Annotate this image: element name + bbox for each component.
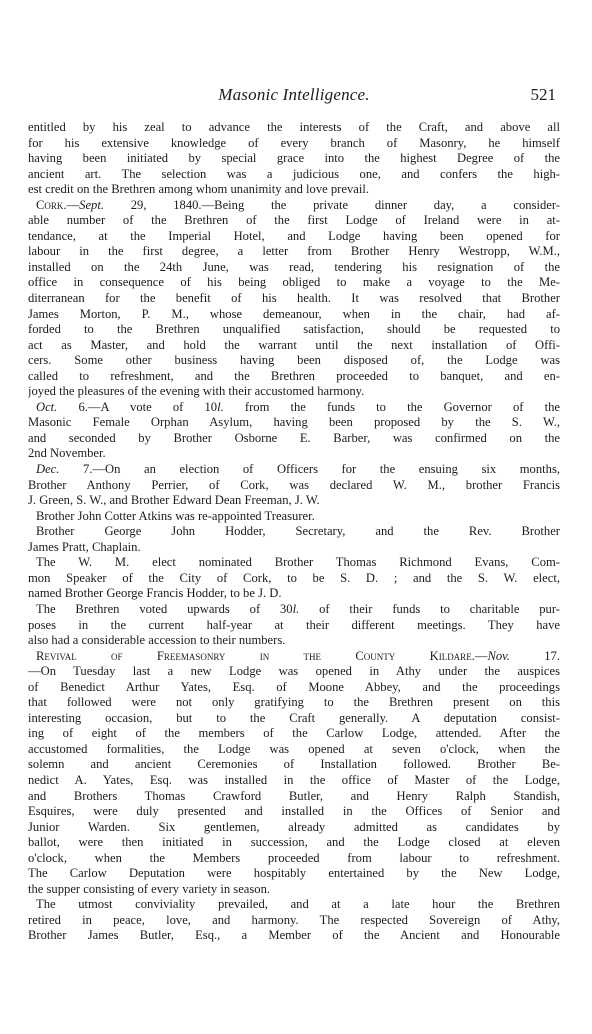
text-line	[28, 369, 560, 385]
text-segment: Sept.	[79, 197, 104, 212]
text-segment: the supper consisting of every variety in season.	[28, 881, 271, 896]
text-line	[28, 773, 560, 789]
text-line	[28, 244, 560, 260]
text-segment: —	[66, 197, 80, 212]
text-line	[28, 711, 560, 727]
text-segment: office in consequence of his being obliged to make a voyage to the Me-	[28, 275, 560, 290]
text-segment: cers. Some other business having been disposed of, the Lodge was	[28, 353, 560, 368]
article-body	[28, 120, 560, 944]
text-segment: act as Master, and hold the warrant until the next installation of Offi-	[28, 337, 560, 352]
text-segment: The Carlow Deputation were hospitably entertained by the New Lodge,	[28, 866, 560, 881]
text-segment: diterranean for the benefit of his health. It was resolved that Brother	[28, 291, 560, 306]
text-segment: ancient art. The selection was a judicious one, and confers the high-	[28, 166, 560, 181]
text-line	[28, 275, 560, 291]
text-line	[28, 555, 560, 571]
text-segment: from the funds to the Governor of the	[223, 399, 560, 414]
text-line	[28, 182, 560, 198]
text-line	[28, 260, 560, 276]
text-line	[28, 136, 560, 152]
text-segment: Junior Warden. Six gentlemen, already admitted as candidates by	[28, 819, 560, 834]
text-line	[28, 757, 560, 773]
text-segment: and Brothers Thomas Crawford Butler, and Henry Ralph Standish,	[28, 788, 560, 803]
text-line	[28, 726, 560, 742]
text-segment: also had a considerable accession to their numbers.	[28, 633, 286, 648]
text-segment: James Pratt, Chaplain.	[28, 539, 141, 554]
text-line	[28, 680, 560, 696]
text-segment: joyed the pleasures of the evening with their accustomed harmony.	[28, 384, 365, 399]
text-segment: Nov.	[487, 648, 510, 663]
text-segment: mon Speaker of the City of Cork, to be S. D. ; and the S. W. elect,	[28, 570, 560, 585]
text-segment: l.	[292, 601, 300, 616]
text-segment: called to refreshment, and the Brethren proceeded to banquet, and en-	[28, 368, 560, 383]
text-line	[28, 664, 560, 680]
text-segment: that followed were not only gratifying to the Brethren present on this	[28, 695, 560, 710]
text-segment: Dec.	[36, 462, 60, 477]
text-line	[28, 213, 560, 229]
text-line	[28, 415, 560, 431]
text-line	[28, 524, 560, 540]
text-segment: Brother James Butler, Esq., a Member of the Ancient and Honourable	[28, 928, 560, 943]
text-line	[28, 633, 560, 649]
text-line	[28, 586, 560, 602]
text-line	[28, 151, 560, 167]
text-segment: labour in the first degree, a letter from Brother Henry Westropp, W.M.,	[28, 244, 560, 259]
text-segment: and seconded by Brother Osborne E. Barber, was confirmed on the	[28, 430, 560, 445]
text-line	[28, 384, 560, 400]
text-segment: retired in peace, love, and harmony. The respected Sovereign of Athy,	[28, 912, 560, 927]
text-line	[28, 431, 560, 447]
text-segment: of Benedict Arthur Yates, Esq. of Moone Abbey, and the proceedings	[28, 679, 560, 694]
text-line	[28, 446, 560, 462]
text-segment: Revival of Freemasonry in the County Kildare.	[36, 648, 475, 663]
text-line	[28, 882, 560, 898]
text-segment: accustomed formalities, the Lodge was opened at seven o'clock, when the	[28, 741, 560, 756]
text-segment: Brother George John Hodder, Secretary, and the Rev. Brother	[36, 524, 560, 539]
text-line	[28, 353, 560, 369]
text-line	[28, 120, 560, 136]
text-segment: o'clock, when the Members proceeded from labour to refreshment.	[28, 850, 560, 865]
text-segment: Masonic Female Orphan Asylum, having been proposed by the S. W.,	[28, 415, 560, 430]
text-line	[28, 571, 560, 587]
text-segment: Brother Anthony Perrier, of Cork, was declared W. M., brother Francis	[28, 477, 560, 492]
text-line	[28, 307, 560, 323]
text-line	[28, 742, 560, 758]
text-segment: J. Green, S. W., and Brother Edward Dean Freeman, J. W.	[28, 493, 320, 508]
text-segment: Brother John Cotter Atkins was re-appointed Treasurer.	[36, 508, 315, 523]
text-line	[28, 602, 560, 618]
text-segment: able number of the Brethren of the first Lodge of Ireland were in at-	[28, 213, 560, 228]
text-segment: solemn and ancient Ceremonies of Installation followed. Brother Be-	[28, 757, 560, 772]
text-segment: 2nd November.	[28, 446, 106, 461]
text-segment: —	[474, 648, 488, 663]
text-line	[28, 913, 560, 929]
text-segment: having been initiated by special grace into the highest Degree of the	[28, 151, 560, 166]
text-segment: Esquires, were duly presented and installed in the Offices of Senior and	[28, 804, 560, 819]
text-line	[28, 462, 560, 478]
text-line	[28, 649, 560, 665]
text-segment: l.	[217, 399, 224, 414]
text-segment: poses in the current half-year at their different meetings. They have	[28, 617, 560, 632]
text-line	[28, 493, 560, 509]
text-segment: installed on the 24th June, was read, tendering his resignation of the	[28, 259, 560, 274]
running-title: Masonic Intelligence.	[218, 85, 370, 104]
text-line	[28, 820, 560, 836]
text-segment: tendance, at the Imperial Hotel, and Lodge having been opened for	[28, 228, 560, 243]
text-line	[28, 618, 560, 634]
text-line	[28, 509, 560, 525]
text-line	[28, 338, 560, 354]
text-segment: Oct.	[36, 399, 58, 414]
text-segment: 6.—A vote of 10	[57, 399, 218, 414]
text-segment: —On Tuesday last a new Lodge was opened in Athy under the auspices	[28, 664, 560, 679]
text-segment: Cork.	[36, 197, 67, 212]
text-line	[28, 198, 560, 214]
text-segment: of their funds to charitable pur-	[299, 601, 560, 616]
text-segment: The Brethren voted upwards of 30	[36, 601, 293, 616]
text-segment: nedict A. Yates, Esq. was installed in the office of Master of the Lodge,	[28, 772, 560, 787]
text-segment: 7.—On an election of Officers for the ensuing six months,	[59, 462, 560, 477]
text-segment: ballot, were then initiated in succession, and the Lodge closed at eleven	[28, 835, 560, 850]
text-line	[28, 322, 560, 338]
text-line	[28, 167, 560, 183]
text-segment: entitled by his zeal to advance the interests of the Craft, and above all	[28, 120, 560, 134]
text-line	[28, 789, 560, 805]
text-segment: est credit on the Brethren among whom unanimity and love prevail.	[28, 182, 369, 197]
text-segment: ing of eight of the members of the Carlow Lodge, attended. After the	[28, 726, 560, 741]
text-segment: The utmost conviviality prevailed, and at a late hour the Brethren	[36, 897, 560, 912]
text-line	[28, 851, 560, 867]
text-line	[28, 540, 560, 556]
text-line	[28, 478, 560, 494]
text-line	[28, 866, 560, 882]
text-segment: for his extensive knowledge of every branch of Masonry, he himself	[28, 135, 560, 150]
text-line	[28, 928, 560, 944]
text-segment: The W. M. elect nominated Brother Thomas Richmond Evans, Com-	[36, 555, 560, 570]
text-line	[28, 897, 560, 913]
text-segment: forded to the Brethren unqualified satisfaction, should be requested to	[28, 322, 560, 337]
text-line	[28, 400, 560, 416]
text-segment: 17.	[509, 648, 560, 663]
text-line	[28, 229, 560, 245]
page-header	[28, 85, 560, 107]
text-line	[28, 835, 560, 851]
text-line	[28, 695, 560, 711]
text-segment: 29, 1840.—Being the private dinner day, a consider-	[104, 197, 560, 212]
text-segment: named Brother George Francis Hodder, to be J. D.	[28, 586, 282, 601]
text-segment: James Morton, P. M., whose demeanour, when in the chair, had af-	[28, 306, 560, 321]
text-line	[28, 804, 560, 820]
text-line	[28, 291, 560, 307]
page-number: 521	[530, 85, 556, 104]
text-segment: interesting occasion, but to the Craft generally. A deputation consist-	[28, 710, 560, 725]
